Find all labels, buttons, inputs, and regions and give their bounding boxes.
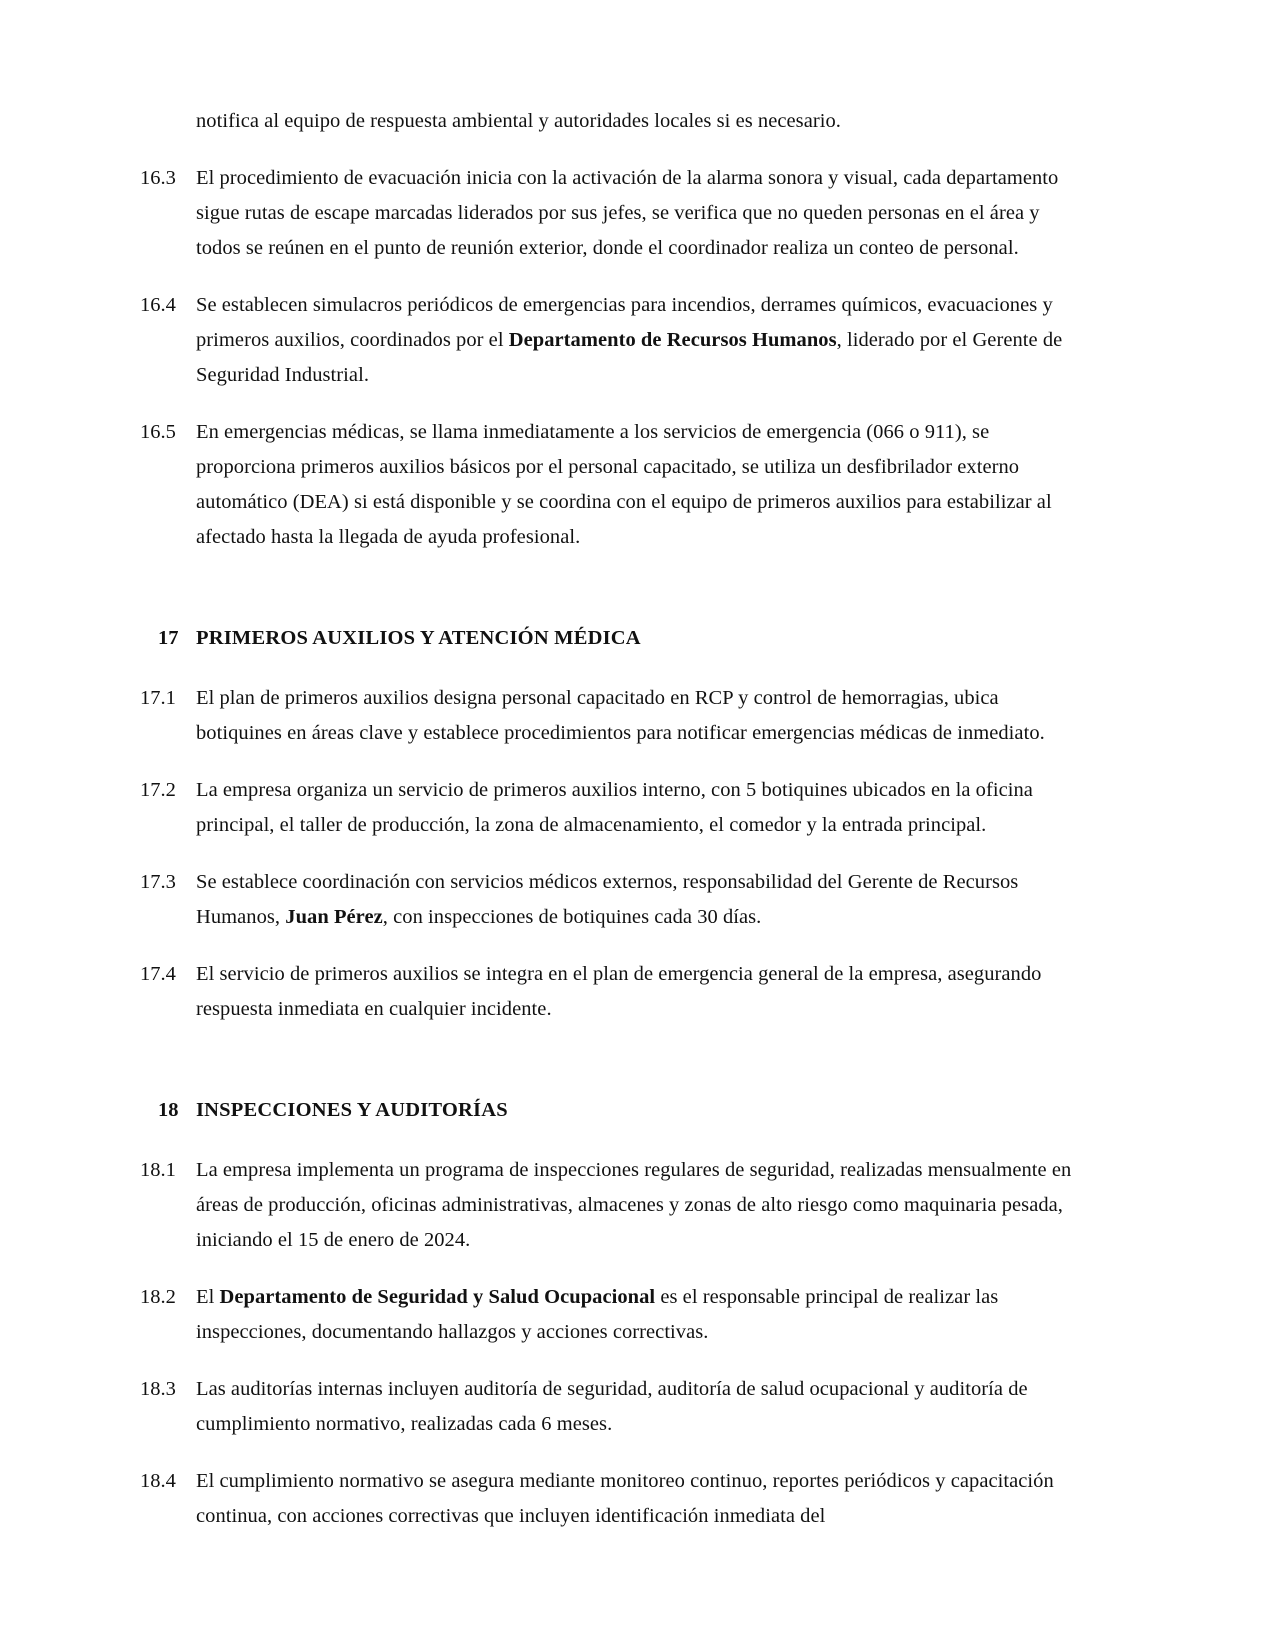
clause-item (140, 415, 1085, 555)
clause-text-run: En emergencias médicas, se llama inmediatamente a los servicios de emergencia (066 o 911), se proporciona primeros auxilios básicos por el personal capacitado, se utiliza un desfibrilador externo automático (DEA) si está disponible y se coordina con el equipo de primeros auxilios para estabilizar al afectado hasta la llegada de ayuda profesional. (196, 421, 1052, 548)
clause-text-run: , con inspecciones de botiquines cada 30 días. (382, 906, 762, 928)
clause-text (196, 161, 1085, 266)
clause-text-run: El cumplimiento normativo se asegura mediante monitoreo continuo, reportes periódicos y capacitación continua, con acciones correctivas que incluyen identificación inmediata del (196, 1470, 1054, 1527)
clause-number: 16.3 (140, 167, 176, 189)
clause-number: 17.2 (140, 779, 176, 801)
section-title: INSPECCIONES Y AUDITORÍAS (196, 1099, 508, 1121)
clause-text (196, 1280, 1085, 1350)
clause-text (196, 773, 1085, 843)
clause-item (140, 161, 1085, 266)
clause-item (140, 1153, 1085, 1258)
section-title: PRIMEROS AUXILIOS Y ATENCIÓN MÉDICA (196, 627, 641, 649)
clause-item (140, 288, 1085, 393)
clause-item (140, 773, 1085, 843)
clause-item (140, 1372, 1085, 1442)
clause-text-run: Se establecen simulacros periódicos de emergencias para incendios, derrames químicos, evacuaciones y primeros auxilios, coordinados por el (196, 294, 1053, 351)
clause-text-run: El procedimiento de evacuación inicia con la activación de la alarma sonora y visual, cada departamento sigue rutas de escape marcadas liderados por sus jefes, se verifica que no queden personas en el área y todos se reúnen en el punto de reunión exterior, donde el coordinador realiza un conteo de personal. (196, 167, 1059, 259)
clause-number: 16.4 (140, 294, 176, 316)
clause-text-emphasis: Departamento de Seguridad y Salud Ocupacional (219, 1286, 656, 1308)
clause-number: 17.4 (140, 963, 176, 985)
section-heading (140, 1093, 1085, 1127)
clause-number: 18.1 (140, 1159, 176, 1181)
clause-number: 18.3 (140, 1378, 176, 1400)
clause-text-run: El servicio de primeros auxilios se integra en el plan de emergencia general de la empresa, asegurando respuesta inmediata en cualquier incidente. (196, 963, 1042, 1020)
clause-text (196, 957, 1085, 1027)
clause-text (196, 865, 1085, 935)
clause-item (140, 957, 1085, 1027)
clause-text-run: La empresa implementa un programa de inspecciones regulares de seguridad, realizadas mensualmente en áreas de producción, oficinas administrativas, almacenes y zonas de alto riesgo como maquinaria pesada, iniciando el 15 de enero de 2024. (196, 1159, 1072, 1251)
clause-item (140, 1280, 1085, 1350)
clause-text-run: , liderado por el Gerente de Seguridad Industrial. (196, 329, 1063, 386)
continued-paragraph: notifica al equipo de respuesta ambiental y autoridades locales si es necesario. (196, 110, 841, 132)
clause-text-run: El (196, 1286, 220, 1308)
clause-text-run: Las auditorías internas incluyen auditoría de seguridad, auditoría de salud ocupacional y auditoría de cumplimiento normativo, realizadas cada 6 meses. (196, 1378, 1028, 1435)
clause-number: 17.3 (140, 871, 176, 893)
clause-number: 16.5 (140, 421, 176, 443)
section-heading (140, 621, 1085, 655)
clause-text-emphasis: Departamento de Recursos Humanos (508, 329, 837, 351)
clause-text (196, 288, 1085, 393)
clause-text-run: El plan de primeros auxilios designa personal capacitado en RCP y control de hemorragias, ubica botiquines en áreas clave y establece procedimientos para notificar emergencias médicas de inmediato. (196, 687, 1045, 744)
clause-text (196, 1372, 1085, 1442)
clause-item (140, 681, 1085, 751)
clause-text-run: La empresa organiza un servicio de primeros auxilios interno, con 5 botiquines ubicados en la oficina principal, el taller de producción, la zona de almacenamiento, el comedor y la entrada principal. (196, 779, 1033, 836)
clause-list (140, 161, 1085, 1534)
clause-number: 18.4 (140, 1470, 176, 1492)
clause-text (196, 1464, 1085, 1534)
clause-item (140, 1464, 1085, 1534)
section-number: 18 (158, 1099, 179, 1121)
clause-text-run: Se establece coordinación con servicios médicos externos, responsabilidad del Gerente de Recursos Humanos, (196, 871, 1019, 928)
clause-text (196, 681, 1085, 751)
clause-number: 18.2 (140, 1286, 176, 1308)
clause-text (196, 1153, 1085, 1258)
section-number: 17 (158, 627, 179, 649)
clause-item (140, 865, 1085, 935)
clause-text (196, 415, 1085, 555)
clause-text-run: es el responsable principal de realizar las inspecciones, documentando hallazgos y acciones correctivas. (196, 1286, 999, 1343)
document-body (140, 104, 1085, 1534)
clause-number: 17.1 (140, 687, 176, 709)
clause-text-emphasis: Juan Pérez (285, 906, 383, 928)
